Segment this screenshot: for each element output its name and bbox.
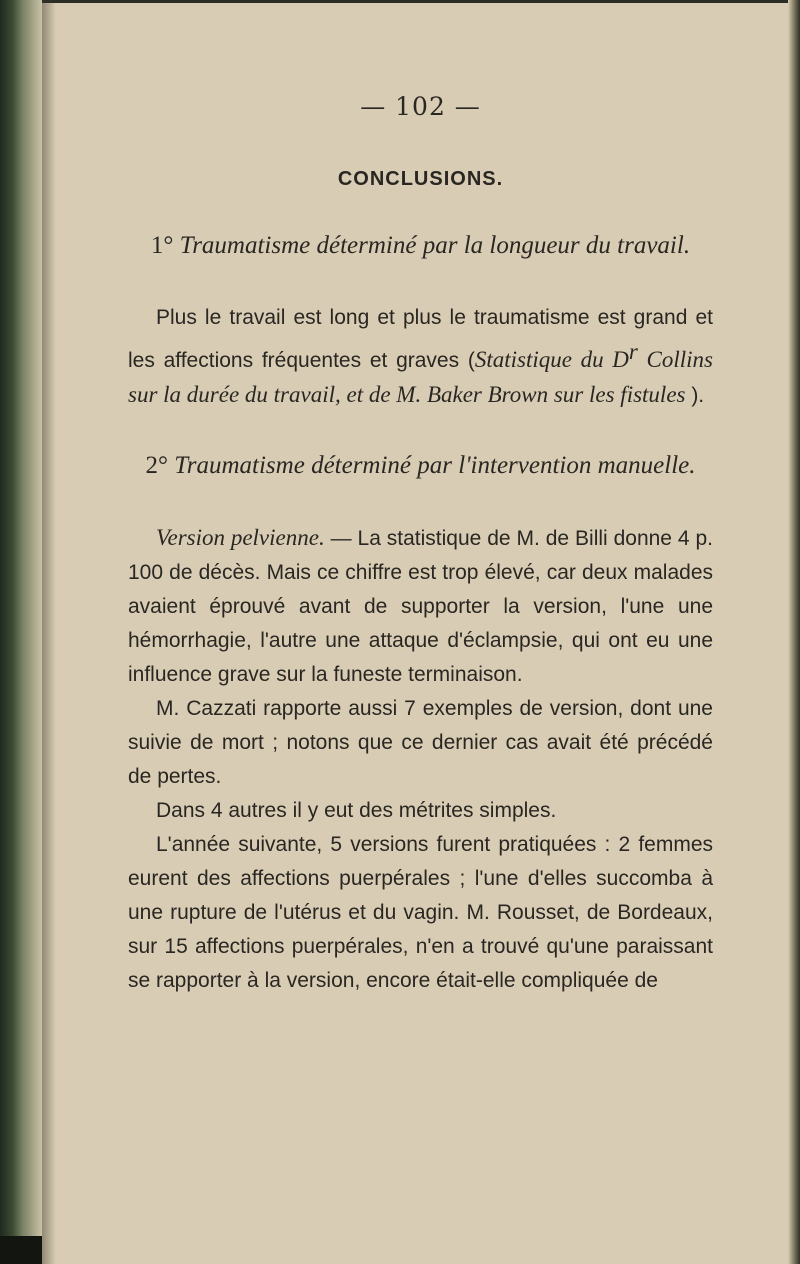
book-spine: [0, 0, 42, 1264]
spine-foot: [0, 1236, 42, 1264]
paragraph-5: L'année suivante, 5 versions furent pratiquées : 2 femmes eurent des affections puerpérales ; l'une d'elles succomba à une rupture de l'utérus et du vagin. M. Rousset, de Bordeaux, sur 15 affections puerpérales, n'en a trouvé qu'une paraissant se rapporter à la version, encore était-elle compliquée de: [128, 833, 713, 992]
paragraph-1-text: Plus le travail est long et plus le traumatisme est grand et les affections fréquentes et graves (: [128, 306, 713, 372]
item2-number: 2°: [145, 452, 168, 479]
paragraph-4: Dans 4 autres il y eut des métrites simples.: [156, 799, 557, 822]
item1-text: Traumatisme déterminé par la longueur du travail.: [179, 232, 691, 259]
page-edge: [788, 0, 800, 1264]
top-edge: [0, 0, 800, 3]
item2-heading: [128, 449, 713, 483]
paragraph-1-ref-b: Collins sur la durée du travail, et de M. Baker Brown sur les fistules: [128, 347, 713, 407]
paragraph-2-lead: Version pelvienne.: [156, 525, 325, 550]
section-title: CONCLUSIONS.: [337, 168, 504, 190]
paragraph-1-ref-sup: r: [628, 339, 638, 364]
paragraph-2-text: — La statistique de M. de Billi donne 4 p. 100 de décès. Mais ce chiffre est trop élevé, car deux malades avaient éprouvé avant de supporter la version, l'une une hémorrhagie, l'autre une attaque d'éclampsie, qui ont eu une influence grave sur la funeste terminaison.: [128, 527, 713, 686]
paragraph-3: M. Cazzati rapporte aussi 7 exemples de version, dont une suivie de mort ; notons que ce dernier cas avait été précédé de pertes.: [128, 697, 713, 788]
gutter-shadow: [42, 0, 56, 1264]
paragraph-2: [128, 521, 713, 692]
paragraph-1: [128, 301, 713, 413]
item2-text: Traumatisme déterminé par l'intervention manuelle.: [174, 452, 696, 479]
paragraph-1-ref-a: Statistique du D: [474, 347, 629, 372]
page-number: — 102 —: [360, 92, 481, 121]
page-body: [128, 92, 713, 998]
paragraph-1-close: ).: [685, 384, 705, 407]
item1-number: 1°: [150, 232, 174, 259]
item1-heading: [128, 229, 713, 263]
